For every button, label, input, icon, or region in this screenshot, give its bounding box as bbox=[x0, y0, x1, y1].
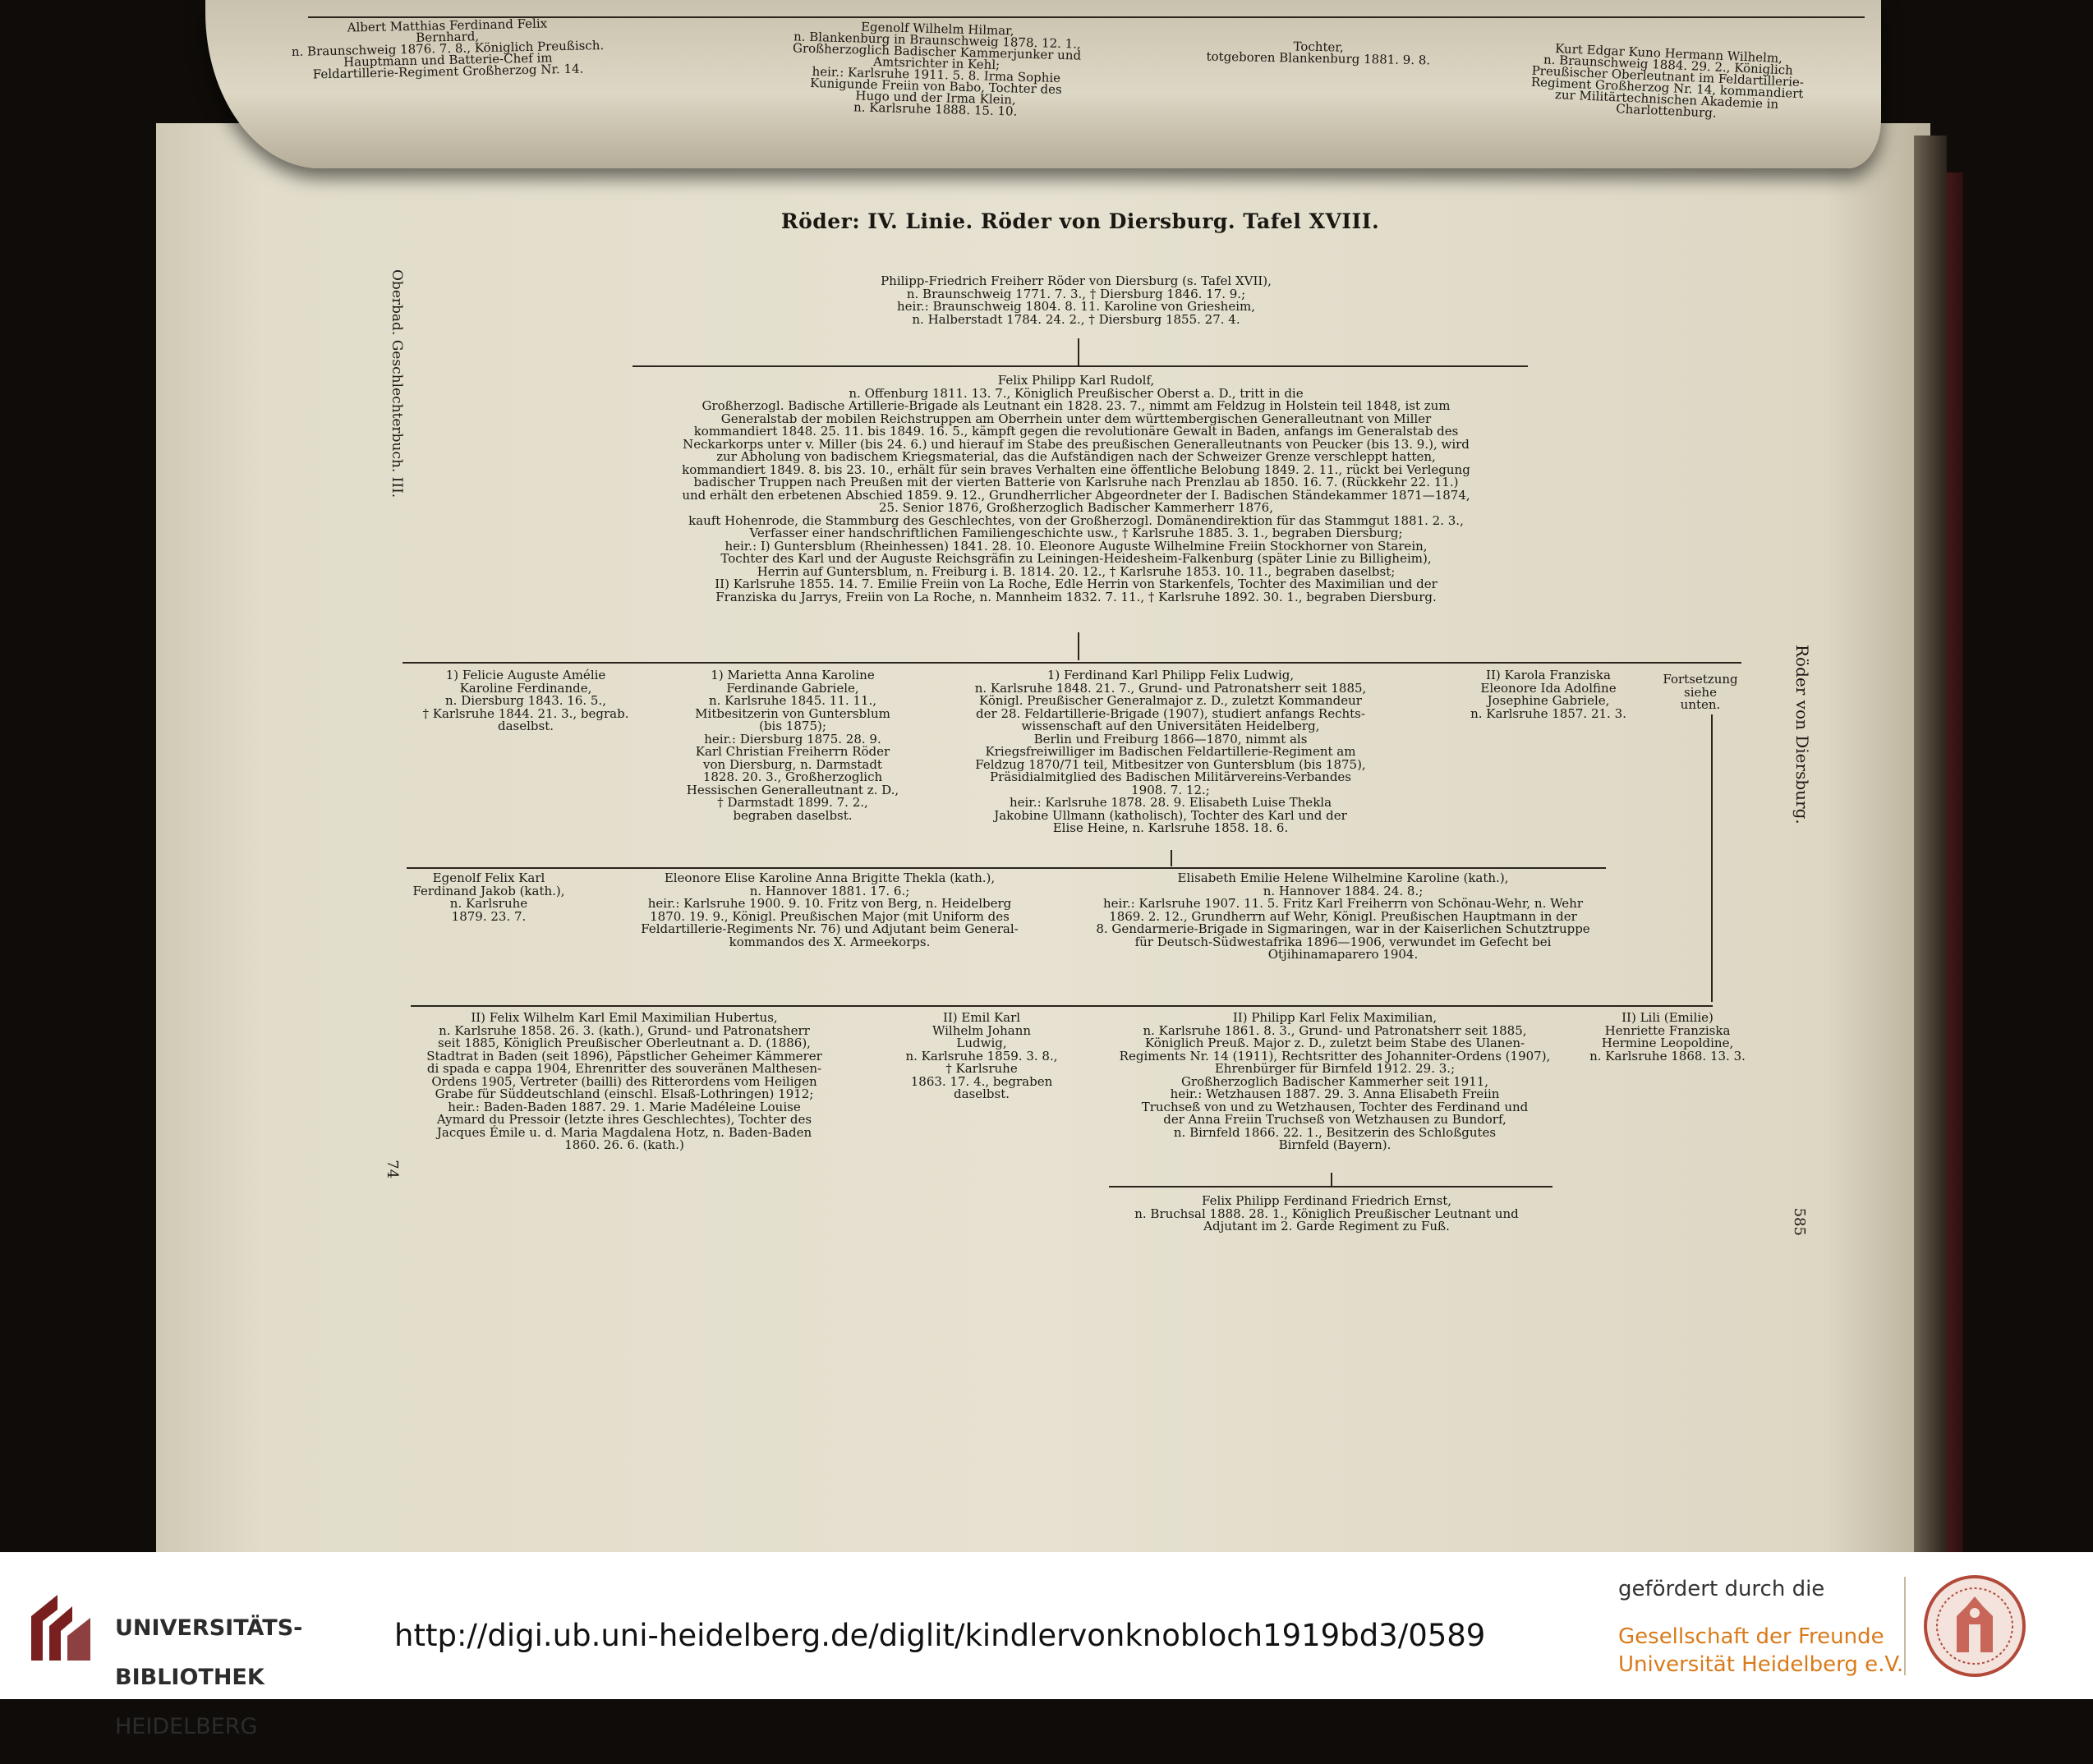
university-seal-icon bbox=[1922, 1573, 2027, 1679]
entry-egenolf-felix: Egenolf Felix Karl Ferdinand Jakob (kath.), n. Karlsruhe 1879. 23. 7. bbox=[412, 871, 565, 924]
entry-ferdinand: 1) Ferdinand Karl Philipp Felix Ludwig, n. Karlsruhe 1848. 21. 7., Grund- und Patronatsherr seit 1885, Königl. Preußischer Generalmajor z. D., zuletzt Kommandeur der 28. Feldartillerie-Brigade (1907), studiert anfangs Rechts- wissenschaft auf den Universitäten Heidelberg, Berlin und Freiburg 1866—1870, nimmt als Kriegsfreiwilliger im Badischen Feldartillerie-Regiment am Feldzug 1870/71 teil, Mitbesitzer von Guntersblum (bis 1875), Präsidialmitglied des Badischen Militärvereins-Verbandes 1908. 7. 12.; heir.: Karlsruhe 1878. 28. 9. Elisabeth Luise Thekla Jakobine Ullmann (katholisch), Tochter des Karl und der Elise Heine, n. Karlsruhe 1858. 18. 6. bbox=[974, 668, 1367, 835]
entry-philipp-friedrich: Philipp-Friedrich Freiherr Röder von Diersburg (s. Tafel XVII), n. Braunschweig 1771. 7. 3., † Diersburg 1846. 17. 9.; heir.: Braunschweig 1804. 8. 11. Karoline von Griesheim, n. Halberstadt 1784. 24. 2., † Diersburg 1855. 27. 4. bbox=[881, 273, 1272, 327]
entry-emil: II) Emil Karl Wilhelm Johann Ludwig, n. Karlsruhe 1859. 3. 8., † Karlsruhe 1863. 17. 4., begraben daselbst. bbox=[905, 1010, 1058, 1101]
entry-eleonore-elise: Eleonore Elise Karoline Anna Brigitte Thekla (kath.), n. Hannover 1881. 17. 6.; heir.: Karlsruhe 1900. 9. 10. Fritz von Berg, n. Heidelberg 1870. 19. 9., Königl. Preußischen Major (mit Uniform des Feldartillerie-Regiments Nr. 76) und Adjutant beim General- kommandos des X. Armeekorps. bbox=[641, 871, 1019, 949]
sponsor-name: Gesellschaft der Freunde Universität Heidelberg e.V. bbox=[1618, 1624, 1904, 1677]
bracket-gen2 bbox=[632, 365, 1528, 367]
fortsetzung-note: Fortsetzung siehe unten. bbox=[1663, 672, 1738, 712]
book-page bbox=[156, 123, 1930, 1610]
entry-karola: II) Karola Franziska Eleonore Ida Adolfine Josephine Gabriele, n. Karlsruhe 1857. 21. 3. bbox=[1470, 668, 1626, 721]
bracket-gen3 bbox=[402, 662, 1741, 664]
bracket-stem-gen3 bbox=[1078, 632, 1079, 660]
footer-divider bbox=[1904, 1577, 1906, 1675]
entry-kurt: Kurt Edgar Kuno Hermann Wilhelm, n. Braunschweig 1884. 29. 2., Königlich Preußischer Oberleutnant im Feldartillerie- Regiment Großherzog Nr. 14, kommandiert zur Militärtechnischen Akademie in Charlottenburg. bbox=[1530, 41, 1805, 121]
page-left-number: 74 bbox=[383, 1160, 401, 1179]
ub-logo-icon bbox=[25, 1585, 99, 1667]
page-number: 585 bbox=[1790, 1207, 1808, 1236]
entry-tochter: Tochter, totgeboren Blankenburg 1881. 9. 8. bbox=[1206, 39, 1431, 68]
bracket-gen6 bbox=[1109, 1186, 1552, 1187]
page-heading: Röder: IV. Linie. Röder von Diersburg. Tafel XVIII. bbox=[780, 209, 1380, 233]
bracket-stem-gen4 bbox=[1171, 850, 1172, 866]
entry-felicie: 1) Felicie Auguste Amélie Karoline Ferdinande, n. Diersburg 1843. 16. 5., † Karlsruhe 1844. 21. 3., begrab. daselbst. bbox=[422, 668, 629, 733]
entry-egenolf-wilhelm: Egenolf Wilhelm Hilmar, n. Blankenburg in Braunschweig 1878. 12. 1., Großherzoglich Badischer Kammerjunker und Amtsrichter in Kehl; heir.: Karlsruhe 1911. 5. 8. Irma Sophie Kunigunde Freiin von Babo, Tochter des Hugo und der Irma Klein, n. Karlsruhe 1888. 15. 10. bbox=[792, 19, 1082, 119]
entry-felix-philipp-ferdinand: Felix Philipp Ferdinand Friedrich Ernst, n. Bruchsal 1888. 28. 1., Königlich Preußischer Leutnant und Adjutant im 2. Garde Regiment zu Fuß. bbox=[1134, 1193, 1519, 1233]
entry-albert: Albert Matthias Ferdinand Felix Bernhard, n. Braunschweig 1876. 7. 8., Königlich Preußisch. Hauptmann und Batterie-Chef im Feldartillerie-Regiment Großherzog Nr. 14. bbox=[291, 16, 605, 82]
library-name-line1: UNIVERSITÄTS- bbox=[115, 1615, 303, 1641]
entry-elisabeth-emilie: Elisabeth Emilie Helene Wilhelmine Karoline (kath.), n. Hannover 1884. 24. 8.; heir.: Karlsruhe 1907. 11. 5. Fritz Karl Freiherrn von Schönau-Wehr, n. Wehr 1869. 2. 12., Grundherrn auf Wehr, Königl. Preußischen Hauptmann in der 8. Gendarmerie-Brigade in Sigmaringen, war in der Kaiserlichen Schutztruppe für Deutsch-Südwestafrika 1896—1906, verwundet im Gefecht bei Otjihinamaparero 1904. bbox=[1096, 871, 1590, 962]
bracket-stem-gen6 bbox=[1331, 1173, 1332, 1186]
page-edge-shadow bbox=[1914, 136, 1947, 1606]
margin-right-title: Röder von Diersburg. bbox=[1792, 645, 1812, 825]
library-name bbox=[115, 1592, 302, 1764]
bracket-gen4 bbox=[407, 867, 1606, 869]
bracket-gen5 bbox=[411, 1005, 1713, 1007]
entry-felix-karl-rudolf: Felix Philipp Karl Rudolf, n. Offenburg 1811. 13. 7., Königlich Preußischer Oberst a. D., tritt in die Großherzogl. Badische Artillerie-Brigade als Leutnant ein 1828. 23. 7., nimmt am Feldzug in Holstein teil 1848, ist zum Generalstab der mobilen Reichstruppen am Oberrhein unter dem württembergischen Generalleutnant von Miller kommandiert 1848. 25. 11. bis 1849. 16. 5., kämpft gegen die revolutionäre Gewalt in Baden, anfangs im Generalstab des Neckarkorps unter v. Miller (bis 24. 6.) und hierauf im Stabe des preußischen Generalleutnants von Peucker (bis 13. 9.), wird zur Abholung von badischem Kriegsmaterial, das die Aufständigen nach der Schweizer Grenze verschleppt hatten, kommandiert 1849. 8. bis 23. 10., erhält für sein braves Verhalten eine öffentliche Belobung 1849. 2. 11., rückt bei Verlegung badischer Truppen nach Preußen mit der vierten Batterie von Karlsruhe nach Prenzlau ab 1850. 16. 7. (Rückkehr 22. 11.) und erhält den erbetenen Abschied 1859. 9. 12., Grundherrlicher Abgeordneter der I. Badischen Ständekammer 1871—1874, 25. Senior 1876, Großherzoglich Badischer Kammerherr 1876, kauft Hohenrode, die Stammburg des Geschlechtes, von der Großherzogl. Domänendirektion für das Stammgut 1881. 2. 3., Verfasser einer handschriftlichen Familiengeschichte usw., † Karlsruhe 1885. 3. 1., begraben Diersburg; heir.: I) Guntersblum (Rheinhessen) 1841. 28. 10. Eleonore Auguste Wilhelmine Freiin Stockhorner von Starein, Tochter des Karl und der Auguste Reichsgräfin zu Leiningen-Heidesheim-Falkenburg (später Linie zu Billigheim), Herrin auf Guntersblum, n. Freiburg i. B. 1814. 20. 12., † Karlsruhe 1853. 10. 11., begraben daselbst; II) Karlsruhe 1855. 14. 7. Emilie Freiin von La Roche, Edle Herrin von Starkenfels, Tochter des Maximilian und der Franziska du Jarrys, Freiin von La Roche, n. Mannheim 1832. 7. 11., † Karlsruhe 1892. 30. 1., begraben Diersburg. bbox=[682, 373, 1470, 604]
library-name-line3: HEIDELBERG bbox=[115, 1714, 258, 1739]
entry-felix-wilhelm: II) Felix Wilhelm Karl Emil Maximilian Hubertus, n. Karlsruhe 1858. 26. 3. (kath.), Grund- und Patronatsherr seit 1885, Königlich Preußischer Oberleutnant a. D. (1886), Stadtrat in Baden (seit 1896), Päpstlicher Geheimer Kämmerer di spada e cappa 1904, Ehrenritter des souveränen Malthesen- Ordens 1905, Vertreter (bailli) des Ritterordens vom Heiligen Grabe für Süddeutschland (einschl. Elsaß-Lothringen) 1912; heir.: Baden-Baden 1887. 29. 1. Marie Madéleine Louise Aymard du Pressoir (letzte ihres Geschlechtes), Tochter des Jacques Émile u. d. Maria Magdalena Hotz, n. Baden-Baden 1860. 26. 6. (kath.) bbox=[426, 1010, 822, 1152]
bracket-stem-gen2 bbox=[1078, 338, 1079, 366]
entry-philipp-karl: II) Philipp Karl Felix Maximilian, n. Karlsruhe 1861. 8. 3., Grund- und Patronatsherr seit 1885, Königlich Preuß. Major z. D., zuletzt beim Stabe des Ulanen- Regiments Nr. 14 (1911), Rechtsritter des Johanniter-Ordens (1907), Ehrenbürger für Birnfeld 1912. 29. 3.; Großherzoglich Badischer Kammerher seit 1911, heir.: Wetzhausen 1887. 29. 3. Anna Elisabeth Freiin Truchseß von und zu Wetzhausen, Tochter des Ferdinand und der Anna Freiin Truchseß von Wetzhausen zu Bundorf, n. Birnfeld 1866. 22. 1., Besitzerin des Schloßgutes Birnfeld (Bayern). bbox=[1119, 1010, 1551, 1152]
library-name-line2: BIBLIOTHEK bbox=[115, 1665, 264, 1690]
fortsetzung-line bbox=[1711, 714, 1713, 1002]
footer-bar bbox=[0, 1552, 2093, 1739]
entry-marietta: 1) Marietta Anna Karoline Ferdinande Gabriele, n. Karlsruhe 1845. 11. 11., Mitbesitzerin von Guntersblum (bis 1875); heir.: Diersburg 1875. 28. 9. Karl Christian Freiherrn Röder von Diersburg, n. Darmstadt 1828. 20. 3., Großherzoglich Hessischen Generalleutnant z. D., † Darmstadt 1899. 7. 2., begraben daselbst. bbox=[686, 668, 899, 823]
document-url-link[interactable]: http://digi.ub.uni-heidelberg.de/diglit/kindlervonknobloch1919bd3/0589 bbox=[394, 1618, 1486, 1653]
entry-lili: II) Lili (Emilie) Henriette Franziska Hermine Leopoldine, n. Karlsruhe 1868. 13. 3. bbox=[1589, 1010, 1746, 1063]
sponsor-lead-text: gefördert durch die bbox=[1618, 1577, 1825, 1601]
margin-left-title: Oberbad. Geschlechterbuch. III. bbox=[389, 269, 405, 498]
